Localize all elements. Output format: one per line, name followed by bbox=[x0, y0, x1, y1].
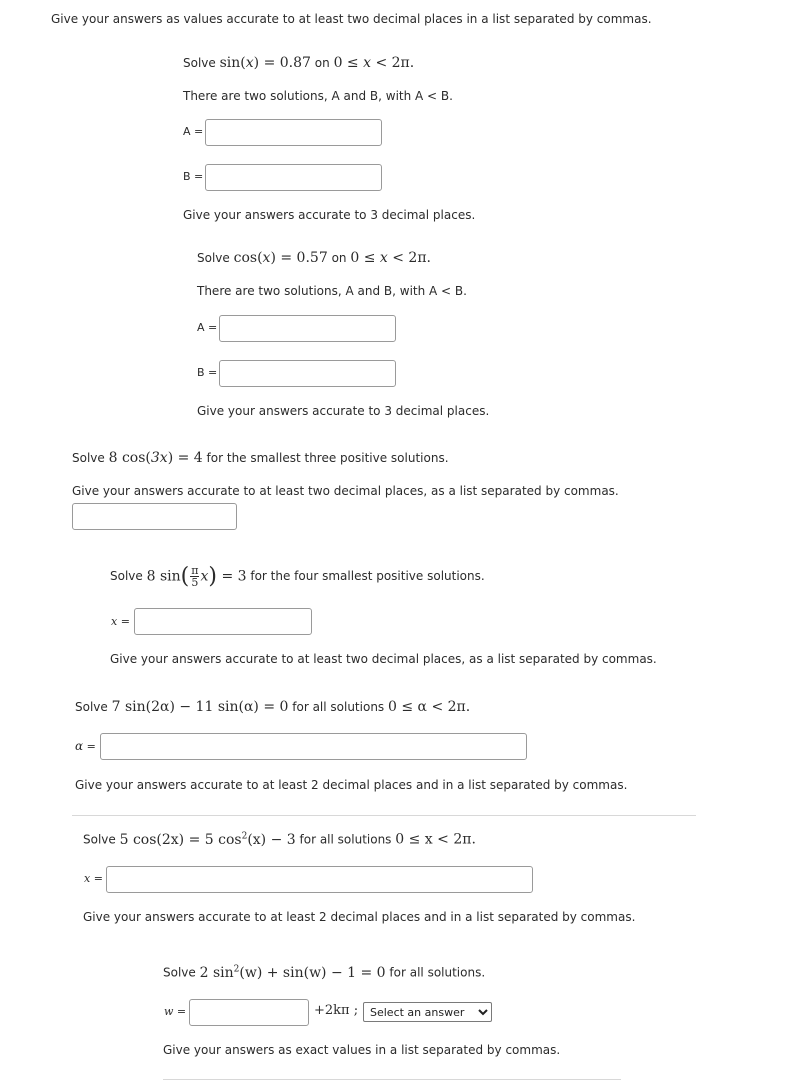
q6-x-label: x = bbox=[84, 872, 103, 885]
q1-on-word: on bbox=[314, 56, 330, 70]
bottom-divider-line bbox=[163, 1079, 621, 1080]
q7-prompt bbox=[163, 964, 485, 981]
q6-equation: 5 cos(2x) = 5 $\cos^2(x) - 3$ bbox=[119, 831, 296, 848]
q7-answer-select[interactable] bbox=[363, 1002, 492, 1022]
q6-answer-input[interactable] bbox=[106, 866, 533, 893]
q4-tail: for the four smallest positive solutions. bbox=[250, 569, 485, 583]
q3-answer-input[interactable] bbox=[72, 503, 237, 530]
q5-range: 0 ≤ α < 2π. bbox=[388, 699, 471, 715]
q2-b-label: B = bbox=[197, 366, 218, 379]
q5-alpha-label: α = bbox=[75, 739, 96, 753]
q3-prompt bbox=[72, 450, 449, 466]
q5-tail: for all solutions bbox=[292, 700, 385, 714]
q5-prompt bbox=[75, 699, 470, 715]
q1-prompt bbox=[183, 55, 414, 71]
q3-equation: 8 cos(3x) = 4 bbox=[108, 450, 203, 466]
q7-period-text: +2kπ ; bbox=[314, 1003, 359, 1018]
q4-fraction: $\frac{\pi}{5}$ bbox=[191, 563, 199, 589]
q6-tail: for all solutions bbox=[299, 832, 392, 847]
q5-equation: 7 sin(2α) − 11 sin(α) = 0 bbox=[111, 699, 289, 715]
q7-tail: for all solutions. bbox=[389, 965, 486, 980]
q1-two-solutions: There are two solutions, A and B, with A < B. bbox=[183, 89, 453, 103]
q4-note: Give your answers accurate to at least two decimal places, as a list separated by commas. bbox=[110, 652, 657, 666]
q4-solve-word: Solve bbox=[110, 569, 143, 583]
page-instruction: Give your answers as values accurate to at least two decimal places in a list separated by commas. bbox=[51, 12, 652, 26]
q6-range: 0 ≤ x < 2π. bbox=[395, 831, 476, 848]
q7-answer-input[interactable] bbox=[189, 999, 309, 1026]
q1-range: 0 ≤ x < 2π. bbox=[333, 55, 415, 71]
q3-tail: for the smallest three positive solutions. bbox=[206, 451, 449, 465]
q7-w-label: w = bbox=[164, 1005, 187, 1018]
q4-answer-input[interactable] bbox=[134, 608, 312, 635]
q2-a-input[interactable] bbox=[219, 315, 396, 342]
q1-equation: sin(x) = 0.87 bbox=[219, 55, 311, 71]
q4-prompt bbox=[110, 558, 485, 594]
divider-line bbox=[72, 815, 696, 816]
q7-solve-word: Solve bbox=[163, 965, 196, 980]
q1-b-input[interactable] bbox=[205, 164, 382, 191]
q2-equation: cos(x) = 0.57 bbox=[233, 250, 328, 266]
q3-solve-word: Solve bbox=[72, 451, 105, 465]
q2-b-input[interactable] bbox=[219, 360, 396, 387]
q5-answer-input[interactable] bbox=[100, 733, 527, 760]
q5-solve-word: Solve bbox=[75, 700, 108, 714]
q1-note: Give your answers accurate to 3 decimal places. bbox=[183, 208, 476, 222]
q1-a-input[interactable] bbox=[205, 119, 382, 146]
q4-equation: 8 sin( $\frac{\pi}{5}$ x) = 3 bbox=[146, 563, 247, 589]
q5-note: Give your answers accurate to at least 2 decimal places and in a list separated by commas. bbox=[75, 778, 628, 792]
q1-a-label: A = bbox=[183, 125, 204, 138]
q3-note: Give your answers accurate to at least two decimal places, as a list separated by commas. bbox=[72, 484, 619, 498]
q2-range: 0 ≤ x < 2π. bbox=[350, 250, 431, 266]
q6-solve-word: Solve bbox=[83, 832, 116, 847]
q2-solve-word: Solve bbox=[197, 251, 230, 265]
q6-prompt bbox=[83, 831, 476, 848]
q2-on-word: on bbox=[331, 251, 347, 265]
q7-equation: 2 $\sin^2(w) + \sin(w) - 1 = 0$ bbox=[199, 964, 386, 981]
q1-b-label: B = bbox=[183, 170, 204, 183]
q4-x-label: x = bbox=[111, 615, 130, 628]
q2-prompt bbox=[197, 250, 431, 266]
q6-note: Give your answers accurate to at least 2 decimal places and in a list separated by commas. bbox=[83, 910, 636, 924]
q2-two-solutions: There are two solutions, A and B, with A < B. bbox=[197, 284, 467, 298]
q2-note: Give your answers accurate to 3 decimal places. bbox=[197, 404, 490, 418]
q1-solve-word: Solve bbox=[183, 56, 216, 70]
q2-a-label: A = bbox=[197, 321, 218, 334]
q7-note: Give your answers as exact values in a list separated by commas. bbox=[163, 1043, 561, 1057]
